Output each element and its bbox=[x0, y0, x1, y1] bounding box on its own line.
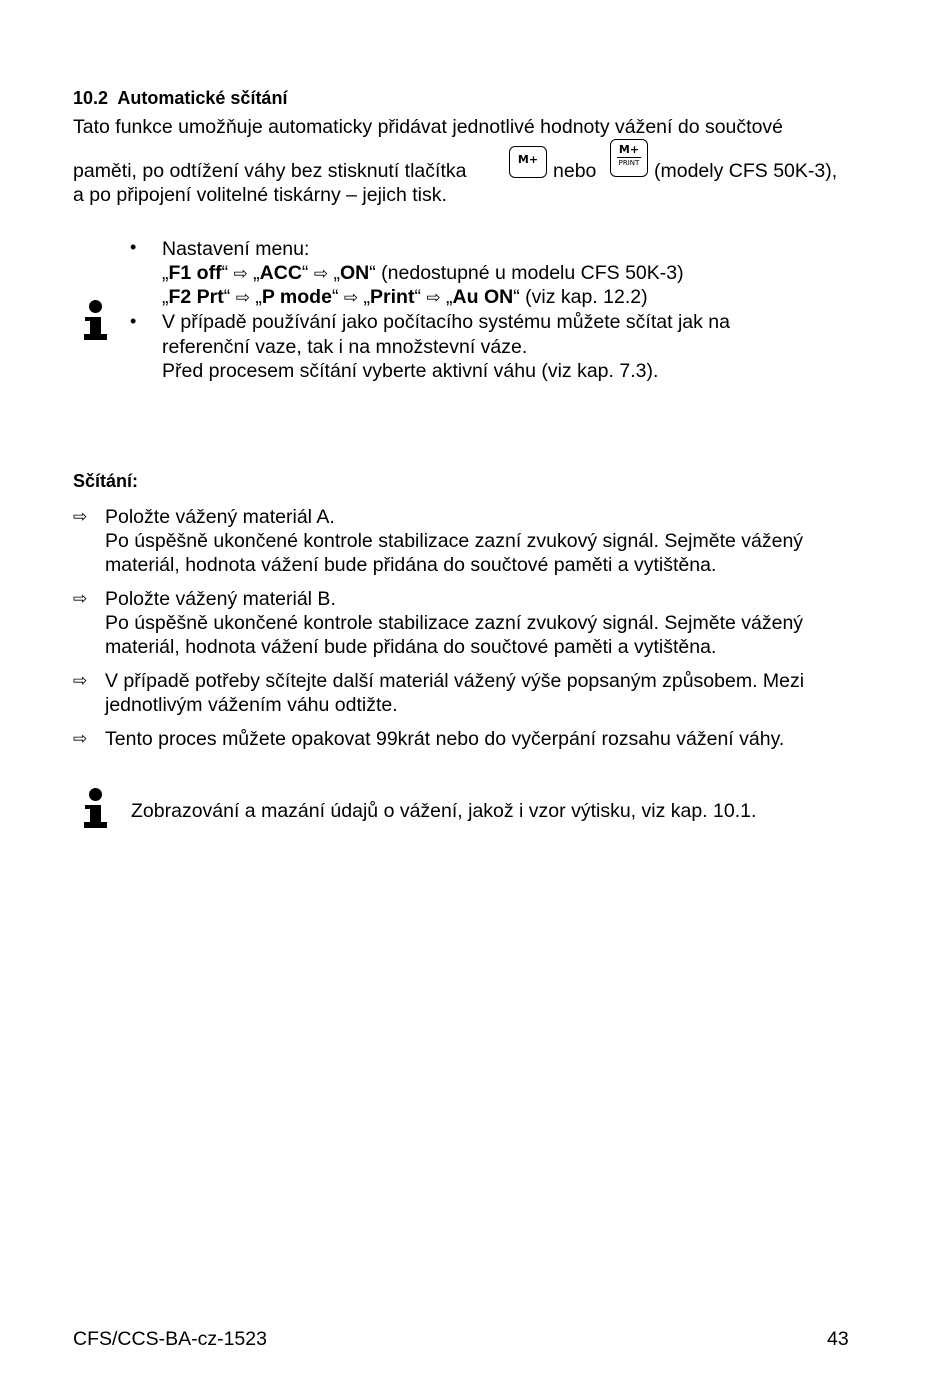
step-1-line-2: Po úspěšně ukončené kontrole stabilizace zazní zvukový signál. Sejměte vážený bbox=[105, 530, 804, 552]
footer-doc-id: CFS/CCS-BA-cz-1523 bbox=[73, 1328, 267, 1350]
section-number: 10.2 bbox=[73, 88, 109, 108]
hollow-right-arrow-icon: ⇨ bbox=[73, 729, 88, 748]
hollow-right-arrow-icon: ⇨ bbox=[73, 507, 88, 526]
info-icon bbox=[83, 788, 107, 830]
hollow-right-arrow-icon: ⇨ bbox=[426, 288, 441, 307]
intro-line-2b: nebo bbox=[553, 160, 597, 182]
m-plus-key-label: M+ bbox=[517, 153, 539, 166]
step-2-line-2: Po úspěšně ukončené kontrole stabilizace zazní zvukový signál. Sejměte vážený bbox=[105, 612, 804, 634]
note1-menu-line2: „F2 Prt“ ⇨ „P mode“ ⇨ „Print“ ⇨ „Au ON“ (viz kap. 12.2) bbox=[162, 286, 648, 308]
step-2-line-3: materiál, hodnota vážení bude přidána do součtové paměti a vytištěna. bbox=[105, 636, 717, 658]
hollow-right-arrow-icon: ⇨ bbox=[313, 264, 329, 283]
page-number: 43 bbox=[827, 1328, 849, 1350]
step-1-line-1: Položte vážený materiál A. bbox=[105, 506, 335, 528]
note1-menu-line1: „F1 off“ ⇨ „ACC“ ⇨ „ON“ (nedostupné u modelu CFS 50K-3) bbox=[162, 262, 684, 284]
hollow-right-arrow-icon: ⇨ bbox=[73, 671, 88, 690]
section-title: Automatické sčítání bbox=[117, 88, 288, 108]
info-icon bbox=[83, 300, 107, 342]
intro-line-1: Tato funkce umožňuje automaticky přidávat jednotlivé hodnoty vážení do součtové bbox=[73, 116, 784, 138]
m-plus-print-key-top: M+ bbox=[618, 143, 640, 156]
step-1-line-3: materiál, hodnota vážení bude přidána do součtové paměti a vytištěna. bbox=[105, 554, 717, 576]
intro-line-2a: paměti, po odtížení váhy bez stisknutí tlačítka bbox=[73, 160, 467, 182]
section-heading bbox=[73, 88, 287, 109]
step-3-line-2: jednotlivým vážením váhu odtižte. bbox=[105, 694, 398, 716]
note2-text: Zobrazování a mazání údajů o vážení, jakož i vzor výtisku, viz kap. 10.1. bbox=[131, 800, 757, 822]
intro-line-2c: (modely CFS 50K-3), bbox=[654, 160, 838, 182]
step-4-line-1: Tento proces můžete opakovat 99krát nebo do vyčerpání rozsahu vážení váhy. bbox=[105, 728, 785, 750]
bullet-icon: • bbox=[130, 311, 137, 331]
m-plus-print-key-icon bbox=[610, 139, 648, 177]
hollow-right-arrow-icon: ⇨ bbox=[233, 264, 248, 283]
m-plus-key-icon bbox=[509, 146, 547, 178]
note1-bullet2-line1: V případě používání jako počítacího systému můžete sčítat jak na bbox=[162, 311, 730, 333]
summing-heading: Sčítání: bbox=[73, 471, 139, 491]
hollow-right-arrow-icon: ⇨ bbox=[343, 288, 359, 307]
note1-bullet2-line3: Před procesem sčítání vyberte aktivní váhu (viz kap. 7.3). bbox=[162, 360, 659, 382]
hollow-right-arrow-icon: ⇨ bbox=[73, 589, 88, 608]
bullet-icon: • bbox=[130, 237, 137, 257]
m-plus-print-key-bottom: PRINT bbox=[618, 159, 640, 167]
hollow-right-arrow-icon: ⇨ bbox=[235, 288, 250, 307]
step-3-line-1: V případě potřeby sčítejte další materiál vážený výše popsaným způsobem. Mezi bbox=[105, 670, 805, 692]
note1-bullet2-line2: referenční vaze, tak i na množstevní váze. bbox=[162, 336, 528, 358]
intro-line-3: a po připojení volitelné tiskárny – jejich tisk. bbox=[73, 184, 447, 206]
note1-bullet1-line1: Nastavení menu: bbox=[162, 238, 310, 260]
step-2-line-1: Položte vážený materiál B. bbox=[105, 588, 336, 610]
